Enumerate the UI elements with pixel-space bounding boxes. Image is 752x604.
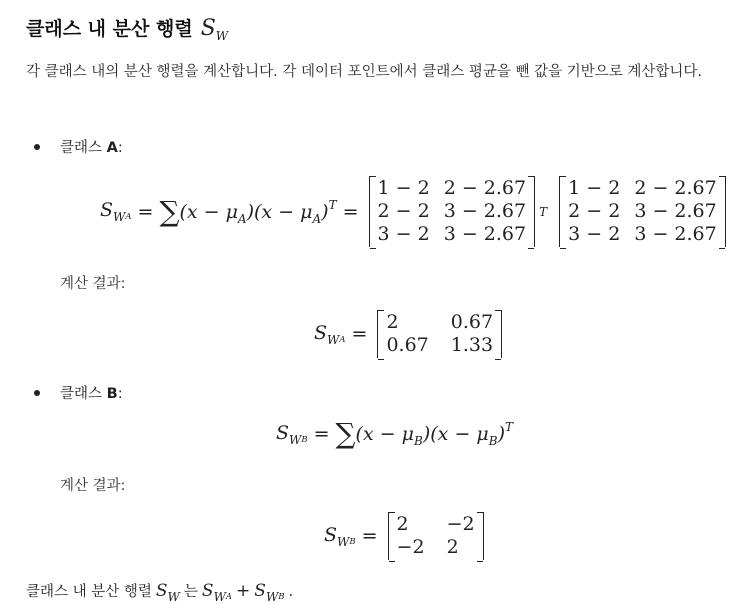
sum-symbol: ∑ (159, 194, 180, 228)
matrix-cell: 1 − 2 (568, 177, 621, 199)
matrix-cell: 2 − 2.67 (443, 177, 527, 199)
final-statement (26, 580, 293, 604)
sw-a-symbol: $S_WA$ (100, 199, 132, 224)
final-prefix: 클래스 내 분산 행렬 (26, 584, 152, 600)
matrix-cell: 1 − 2 (377, 177, 430, 199)
bullet-class-b-label: 클래스 B: (60, 386, 123, 402)
matrix-cell: 2 (446, 536, 459, 558)
final-period: . (288, 584, 294, 600)
deviation-product-b: $(x - \mu_B)(x - \mu_B)^T$ (355, 420, 514, 448)
final-sw-a: $S_WA$ (201, 581, 233, 604)
equals-sign: = (351, 323, 368, 345)
final-sw-symbol: $S_W$ (155, 581, 180, 604)
heading-symbol: $S_W$ (200, 16, 229, 43)
transpose-marker: T (539, 204, 548, 219)
heading-text: 클래스 내 분산 행렬 (26, 18, 193, 40)
matrix-cell: 3 − 2.67 (443, 223, 527, 245)
matrix-cell: 0.67 (386, 334, 429, 356)
result-class-b (324, 512, 488, 560)
plus-sign: + (236, 581, 251, 601)
result-matrix-a (377, 310, 502, 358)
sw-b-symbol: $S_WB$ (276, 421, 308, 447)
matrix-cell: −2 (396, 536, 425, 558)
matrix-cell: 2 − 2 (568, 200, 621, 222)
result-matrix-b (388, 512, 484, 560)
matrix-cell: 3 − 2 (568, 223, 621, 245)
section-heading (26, 14, 228, 43)
formula-class-a (100, 176, 730, 247)
bullet-class-a-label: 클래스 A: (60, 140, 123, 156)
result-label-a: 계산 결과: (60, 276, 126, 292)
matrix-cell: 2 − 2 (377, 200, 430, 222)
final-sw-b: $S_WB$ (254, 581, 285, 604)
result-label-b: 계산 결과: (60, 478, 126, 494)
matrix-cell: 1.33 (450, 334, 494, 356)
bullet-class-b (34, 382, 123, 403)
bullet-class-a (34, 136, 123, 157)
final-connector: 는 (183, 584, 198, 600)
sw-a-result-symbol: $S_WA$ (314, 321, 346, 347)
matrix-cell: −2 (446, 513, 475, 535)
matrix-cell: 3 − 2.67 (634, 200, 717, 222)
matrix-cell: 2 − 2.67 (634, 177, 717, 199)
matrix-a-left (369, 176, 536, 247)
matrix-a-right (559, 176, 726, 247)
equals-sign: = (342, 200, 359, 223)
formula-class-b (276, 417, 514, 450)
matrix-cell: 3 − 2 (377, 223, 430, 245)
sw-b-result-symbol: $S_WB$ (324, 523, 356, 549)
equals-sign: = (137, 200, 154, 223)
matrix-cell: 3 − 2.67 (443, 200, 527, 222)
matrix-cell: 0.67 (450, 311, 494, 333)
intro-paragraph: 각 클래스 내의 분산 행렬을 계산합니다. 각 데이터 포인트에서 클래스 평균을 뺀 값을 기반으로 계산합니다. (26, 64, 703, 80)
matrix-cell: 2 (396, 513, 409, 535)
sum-symbol: ∑ (335, 417, 356, 450)
equals-sign: = (361, 525, 378, 547)
bullet-dot-icon (34, 144, 40, 150)
result-class-a (314, 310, 506, 358)
equals-sign: = (313, 423, 330, 445)
deviation-product-a: $(x - \mu_A)(x - \mu_A)^T$ (179, 197, 337, 226)
matrix-cell: 2 (386, 311, 399, 333)
bullet-dot-icon (34, 390, 40, 396)
matrix-cell: 3 − 2.67 (634, 223, 717, 245)
